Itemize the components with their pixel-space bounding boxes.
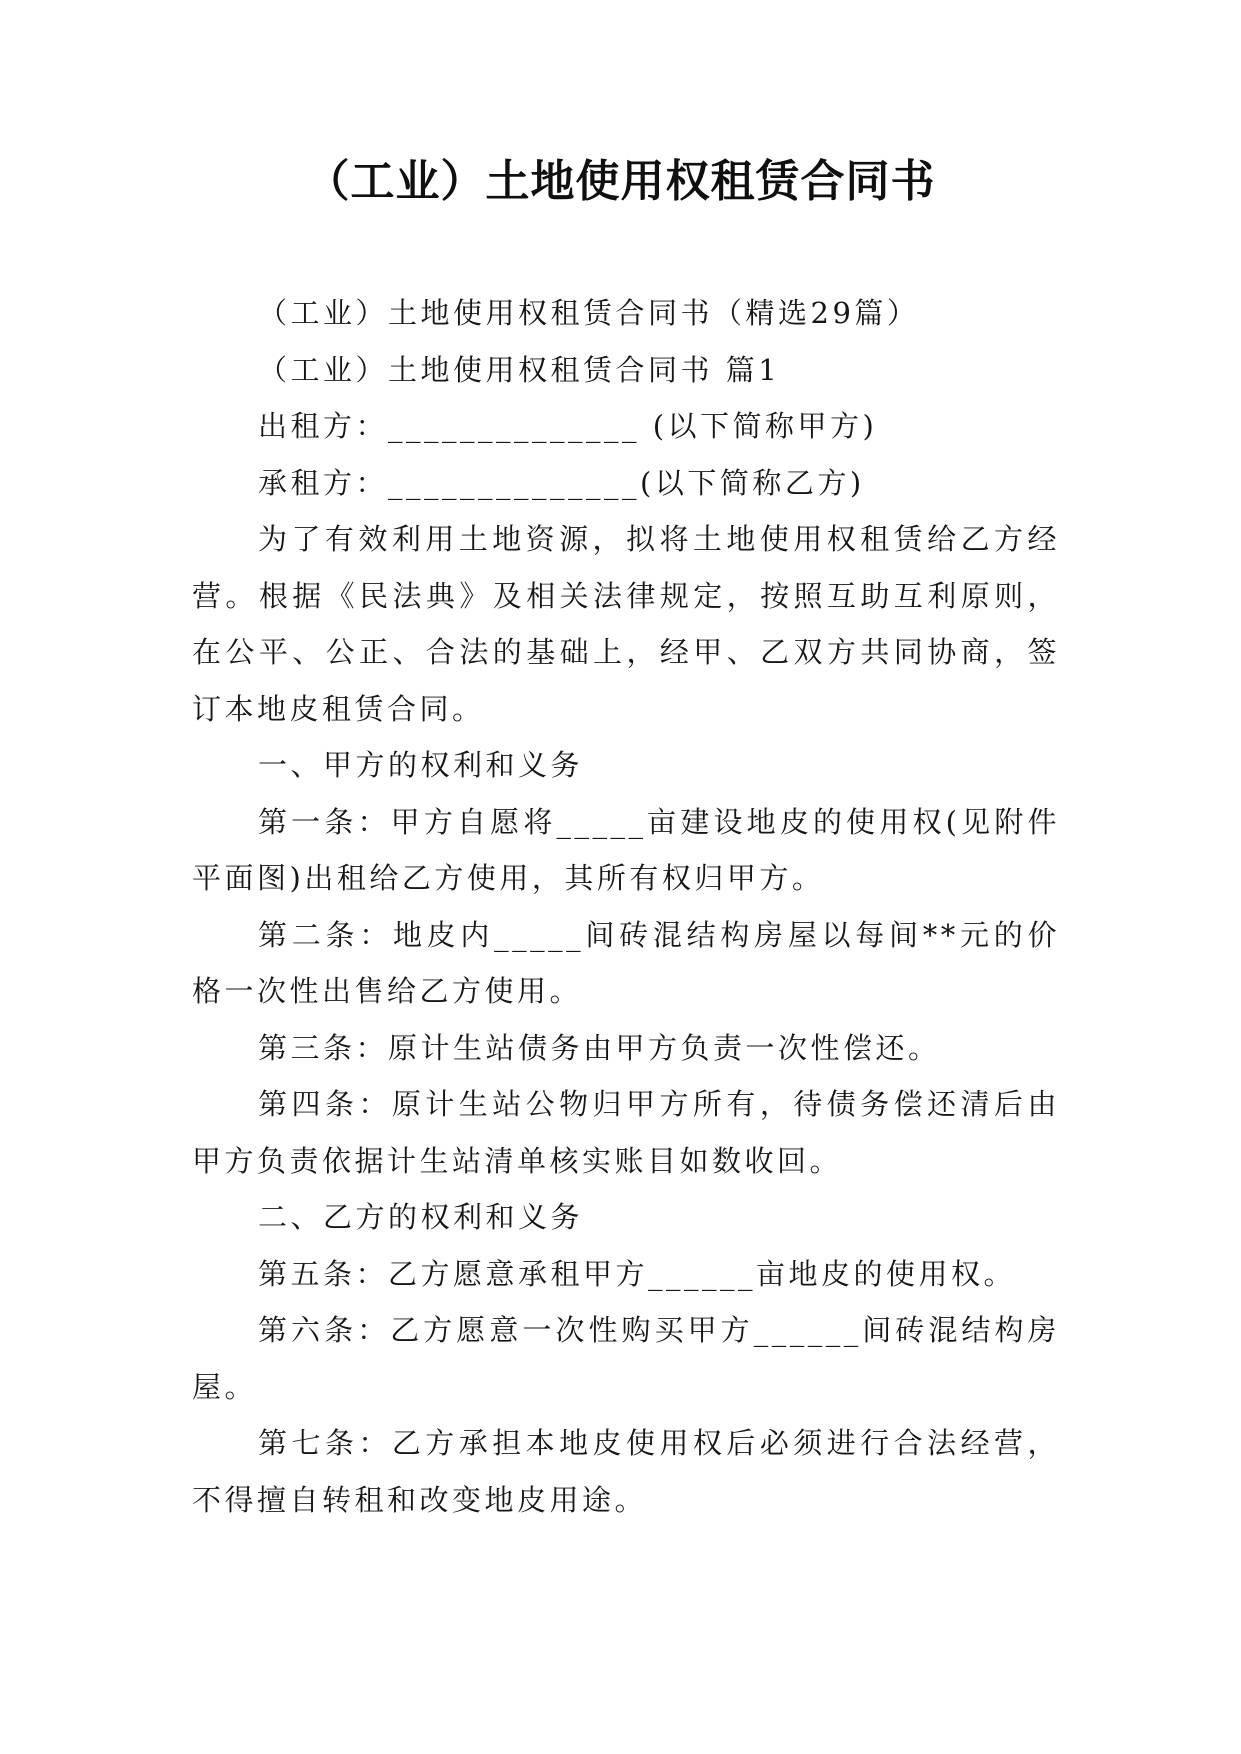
clause-5: 第五条：乙方愿意承租甲方______亩地皮的使用权。	[258, 1256, 1017, 1291]
lessee-line: 承租方：______________(以下简称乙方)	[258, 465, 865, 500]
subtitle-collection: （工业）土地使用权租赁合同书（精选29篇）	[258, 296, 920, 330]
document-body	[192, 285, 1060, 1528]
clause-7: 第七条：乙方承担本地皮使用权后必须进行合法经营，不得擅自转租和改变地皮用途。	[192, 1426, 1060, 1517]
clause-1: 第一条：甲方自愿将_____亩建设地皮的使用权(见附件平面图)出租给乙方使用，其所有权归甲方。	[192, 804, 1060, 895]
clause-4: 第四条：原计生站公物归甲方所有，待债务偿还清后由甲方负责依据计生站清单核实账目如数收回。	[192, 1087, 1060, 1178]
subtitle-article: （工业）土地使用权租赁合同书 篇1	[258, 352, 781, 387]
lessor-line: 出租方：______________ (以下简称甲方)	[258, 409, 878, 443]
section-heading-party-a: 一、甲方的权利和义务	[258, 748, 584, 782]
document-title: （工业）土地使用权租赁合同书	[305, 156, 936, 207]
clause-6: 第六条：乙方愿意一次性购买甲方______间砖混结构房屋。	[192, 1313, 1060, 1404]
section-heading-party-b: 二、乙方的权利和义务	[258, 1200, 584, 1234]
preamble-paragraph: 为了有效利用土地资源，拟将土地使用权租赁给乙方经营。根据《民法典》及相关法律规定，按照互助互利原则，在公平、公正、合法的基础上，经甲、乙双方共同协商，签订本地皮租赁合同。	[192, 522, 1060, 726]
clause-2: 第二条：地皮内_____间砖混结构房屋以每间**元的价格一次性出售给乙方使用。	[192, 917, 1060, 1008]
clause-3: 第三条：原计生站债务由甲方负责一次性偿还。	[258, 1030, 941, 1065]
